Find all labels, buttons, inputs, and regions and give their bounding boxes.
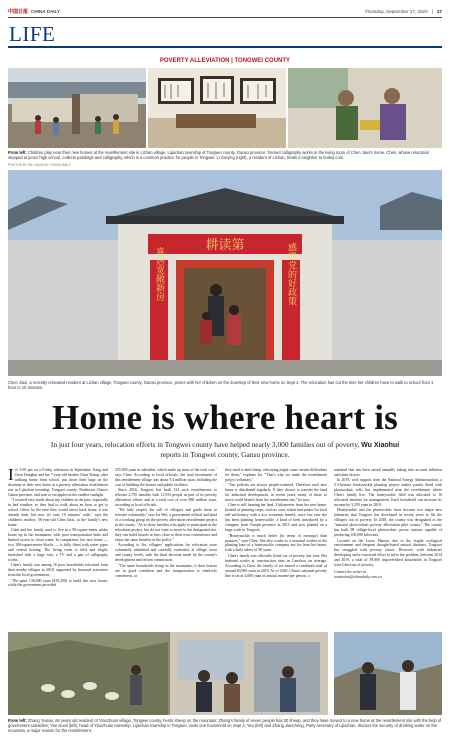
photo-family-doorstep bbox=[8, 170, 442, 376]
photo-children-playing bbox=[8, 68, 146, 148]
couplet-left: 喜居宽敞新房 bbox=[154, 247, 164, 301]
paragraph: "Honeysuckle is much better [in terms of earnings] than potatoes," says Chen. She also works as a seasonal worker at the planting base of a honeysuckle company not far from her home, with a daily salary of 90 yuan. bbox=[225, 533, 327, 553]
paragraph: "We spent 130,000 yuan ($19,200) to build this new house, while the government provided bbox=[8, 578, 108, 588]
photo-neighbor-corn bbox=[288, 68, 442, 148]
bottom-caption-text: Zhang Yuxiao, 66 years old resident of Yiaozhuan village, Tongwei county, herds sheep on the mountain; Zhang's family of seven people has 30 sheep, and they have moved to a new home at the resettlement site with the help of government subsidies; Yan Guoli (left), head of Yiaozhuan township, Lijiachan township in Tongwei, visits one household on Sept 4; Yao (left) and Zhang Jiancheng, Party secretary of Lijiachan, discuss the security of drinking water on the mountain, a major reason for the resettlement. bbox=[8, 718, 442, 733]
paragraph: Chen is still farming her land, 3 kilometers from her new home. Instead of planting crops, such as corn, wheat and potato for food self-sufficiency with a low economic benefit, since last year she has been planting honeysuckle, a kind of herb introduced by a company from Tianjin province in 2015 and now planted on a large scale in Tongwei. bbox=[225, 503, 327, 533]
brand bbox=[8, 8, 60, 15]
paragraph: Chen's family was among 16 poor households relocated from their nearby villages in 2018, supported by financial assistance from the local government. bbox=[8, 563, 108, 578]
paragraph: "The same households living in the mountains, if their houses are in good condition and the transportation is relatively convenient, or bbox=[115, 563, 217, 578]
bottom-photo-caption bbox=[8, 718, 442, 733]
bottom-caption-lead: From left: bbox=[8, 718, 27, 723]
photo-herding-sheep bbox=[8, 632, 328, 715]
section-title: LIFE bbox=[9, 22, 56, 46]
drop-cap: I bbox=[8, 465, 14, 484]
paragraph: "I worried very much about my children in the past, especially in bad weather, as they had to walk about an hour to get to school. Often, by the time they would arrive back home, it was already dark, but now it's only 10 minutes' walk," says the children's mother, 36-year-old Chen Jiaxi, at the family's new home. bbox=[8, 498, 108, 527]
paragraph: standard that has been raised annually taking into account inflation and other factors. bbox=[334, 468, 442, 477]
page-separator: | bbox=[431, 8, 433, 14]
deck-end: reports in Tongwei county, Gansu province. bbox=[160, 450, 290, 459]
article-column-4 bbox=[334, 468, 442, 581]
byline-author: Wu Xiaohui bbox=[361, 442, 400, 449]
paragraph: "Our policies are always people-oriented. Therefore each new home is distributed regularly. If they choose to transfer the land for industrial development, in recent years, many of those to move could benefit from the resettlement site," he says. bbox=[225, 483, 327, 503]
top-caption-text: Children play near their new homes at the resettlement site in Lizhan village, Lijiachan township of Tongwei county, Gansu province; framed calligraphy works in the living room of Chen Jiaxi's home. Chen, whose relocation stopped at junior high school, collects paintings and calligraphy, which is a common practice for people in Tongwei; Li Guiying (right), a resident of Lizhan, treats a neighbor to boiled corn. bbox=[8, 150, 430, 160]
paragraph: Chen and her family used to live in a 90-square-meter adobe house up in the mountains, with poor transportation links and limited access to clean water. In comparison, her new home — two 100-square-meter blocks — is fully fitted with water pipes and central heating. The living room is tiled and bright, furnished with a large sofa, a TV and a pair of calligraphy works. bbox=[8, 528, 108, 562]
date-page bbox=[365, 9, 442, 14]
masthead bbox=[8, 6, 442, 16]
paragraph: 255,000 yuan in subsidies, which made up most of the total cost," says Chen. According to local officials, the total investment of this resettlement village was about 9.4 million yuan, including the cost of building the houses and public facilities. bbox=[115, 468, 217, 487]
kicker: POVERTY ALLEVIATION | TONGWEI COUNTY bbox=[159, 58, 291, 64]
headline: Home is where heart is bbox=[52, 398, 398, 437]
issue-date: Thursday, September 17, 2020 bbox=[364, 8, 428, 14]
paragraph: t's 3:00 pm on a Friday afternoon in September. Jiang and Chen Donghui and her 7-year-old brother Chen Tianqi, after walking home from school, put down their bags on the doorstep of their new home at a poverty alleviation resettlement site in Lijiachan township, Tongwei county, Northwest China's Gansu province, and start to eat apples in the endless sunlight. bbox=[8, 468, 108, 497]
top-rule bbox=[8, 17, 442, 18]
contact-email[interactable]: wuxiaohui@chinadaily.com.cn bbox=[334, 575, 382, 580]
article-column-1 bbox=[8, 465, 108, 589]
couplet-right: 感恩党的好政策 bbox=[286, 242, 296, 306]
couplet-banner: 耕读第 bbox=[205, 238, 245, 253]
contact-line bbox=[334, 570, 442, 580]
brand-english: CHINA DAILY bbox=[31, 8, 61, 14]
paragraph: Since 2016, Tongwei has built 134 such resettlements to relocate 2,795 families with 11,933 people as part of its poverty alleviation efforts and at a total cost of over 880 million yuan, according to local officials. bbox=[115, 488, 217, 508]
deck bbox=[40, 440, 410, 459]
paragraph: "We fully respect the will of villagers and guide them to relocate voluntarily," says Jia Wei, a government official and head of a working group on the poverty alleviation resettlement project in the county. "As to those families who apply to participate in the relocation project, but do not want to move to the designated site, they can build houses at sites close to their own convenience and enjoy the same benefits of the policy." bbox=[115, 508, 217, 543]
top-photo-caption bbox=[8, 150, 442, 160]
main-photo-caption: Chen Jiaxi, a recently relocated resident at Lizhan village, Tongwei county, Gansu province, poses with her children on the doorstep of their new home on Sept 4. The relocation has cut the time her children have to walk to school from 1 hour to 10 minutes. bbox=[8, 380, 434, 390]
paragraph: In 2019, with support from the National Energy Administration, a 3.3-hectare honeysuckle planting project makes panels fitted with photovoltaic cells has implemented near the resettlement where Chen's family live. The honeysuckle field was allocated to 16 relocated families for management. Each household can increase its income by 3,259 yuan in 2019. bbox=[334, 478, 442, 508]
deck-text: In just four years, relocation efforts in Tongwei county have helped nearly 3,000 families out of poverty, bbox=[50, 440, 360, 449]
paragraph: Chen's family was officially lifted out of poverty last year. Her husband works at construction sites in Lanzhou on average. According to Chen, the family of six earned a combined total of around 60,000 yuan in 2019. As of 2020, China's national poverty line is set at 4,000 yuan of annual income per person, a bbox=[225, 553, 327, 578]
paragraph: they used to herd sheep, relocating might cause certain difficulties for them," explains Jia. "That's why we made the resettlement project voluntary." bbox=[225, 468, 327, 482]
paragraph: Located on the Loess Plateau, due to the fragile ecological environment and frequent drought-based natural disasters, Tongwei has struggled with poverty issues. However, with industries developing and a concerted effort to solve the problem, between 2014 and 2019, a total of 39,000 impoverished households in Tongwei were lifted out of poverty. bbox=[334, 538, 442, 568]
photo-calligraphy-room bbox=[148, 68, 286, 148]
page-number: 17 bbox=[436, 8, 442, 14]
paragraph: Honeysuckle and the photovoltaic have become two major new industries that Tongwei has developed in recent years to lift the villagers out of poverty. In 2018, the county was designated as the "national photovoltaic poverty alleviation pilot county." The county has built 98 village-level photovoltaic power stations capable of producing 100,000 kilowatts. bbox=[334, 508, 442, 538]
photo-village-officials bbox=[334, 632, 442, 715]
article-column-3 bbox=[225, 468, 327, 579]
section-rule bbox=[8, 46, 442, 48]
article-column-2 bbox=[115, 468, 217, 579]
top-caption-lead: From left: bbox=[8, 150, 27, 155]
brand-chinese: 中国日报 bbox=[8, 8, 29, 15]
photo-credit: PHOTOS BY WU XIAOHUI / CHINA DAILY bbox=[8, 163, 72, 167]
contact-label: Contact the writer at bbox=[334, 570, 367, 575]
paragraph: According to Jia, villagers' applications for relocation were voluntarily submitted and carefully evaluated, at village, town and county levels, with the final decision made by the county's development and reform commission. bbox=[115, 543, 217, 563]
